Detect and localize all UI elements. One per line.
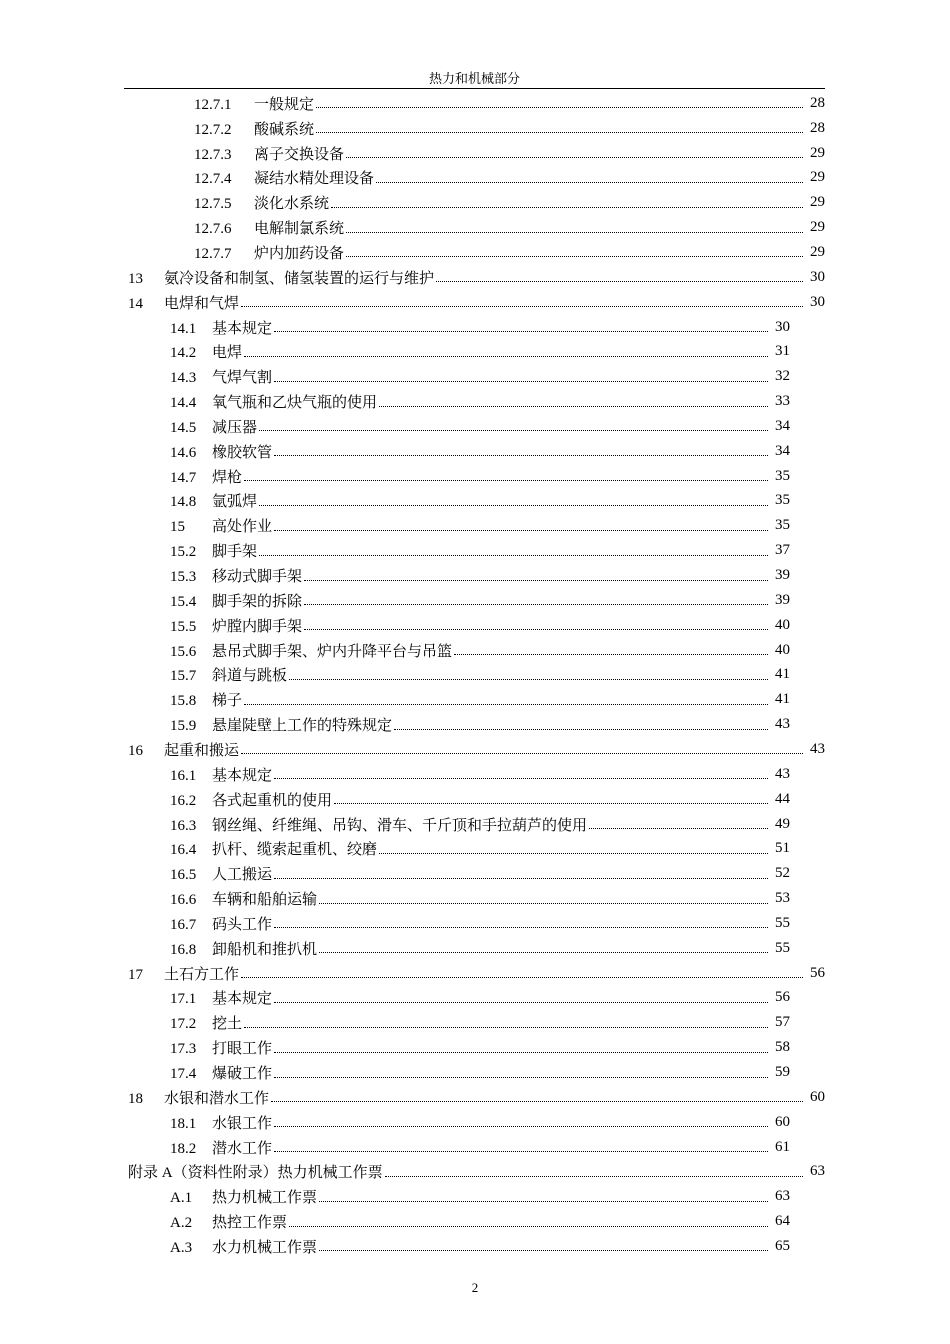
toc-entry-page: 57 (775, 1014, 790, 1031)
toc-entry-label (170, 814, 588, 835)
toc-entry-page: 43 (775, 716, 790, 733)
toc-dot-leader (274, 331, 768, 332)
toc-entry[interactable] (170, 837, 790, 862)
toc-dot-leader (334, 803, 768, 804)
toc-entry-label (170, 590, 303, 611)
toc-entry[interactable] (194, 91, 825, 116)
toc-entry-title: 氧气瓶和乙炔气瓶的使用 (212, 395, 378, 412)
toc-entry-page: 49 (775, 815, 790, 832)
toc-entry[interactable] (170, 538, 790, 563)
toc-entry[interactable] (128, 1085, 825, 1110)
toc-entry[interactable] (170, 389, 790, 414)
toc-entry-number: 15.9 (170, 718, 197, 735)
toc-entry[interactable] (170, 1209, 790, 1234)
toc-entry-label (170, 366, 273, 387)
toc-entry-label (170, 1112, 273, 1133)
toc-entry-number: 15.6 (170, 643, 197, 660)
toc-entry-label (170, 540, 258, 561)
toc-entry[interactable] (170, 464, 790, 489)
toc-entry-page: 29 (810, 219, 825, 236)
toc-dot-leader (274, 927, 768, 928)
toc-entry-title: 氨冷设备和制氢、储氢装置的运行与维护 (164, 270, 435, 287)
toc-entry-label (194, 192, 330, 213)
toc-entry-title: 气焊气割 (212, 370, 273, 387)
toc-entry-page: 56 (810, 964, 825, 981)
toc-entry-number: 14.6 (170, 444, 197, 461)
toc-entry-title: 潜水工作 (212, 1140, 273, 1157)
toc-entry-title: 水力机械工作票 (212, 1239, 318, 1256)
toc-entry-page: 63 (775, 1188, 790, 1205)
toc-entry-number: 17.2 (170, 1016, 197, 1033)
toc-entry-title: 基本规定 (212, 320, 273, 337)
toc-dot-leader (376, 182, 803, 183)
toc-entry[interactable] (170, 712, 790, 737)
toc-dot-leader (394, 729, 768, 730)
toc-entry-number: 附录 A (128, 1165, 173, 1182)
toc-entry-number: 16.2 (170, 792, 197, 809)
toc-entry-title: 卸船机和推扒机 (212, 941, 318, 958)
toc-dot-leader (274, 878, 768, 879)
toc-entry-page: 51 (775, 840, 790, 857)
toc-entry-number: 16.7 (170, 916, 197, 933)
toc-entry-number: 12.7.3 (194, 146, 232, 163)
toc-dot-leader (379, 406, 768, 407)
toc-entry-title: 打眼工作 (212, 1041, 273, 1058)
toc-entry[interactable] (170, 414, 790, 439)
toc-entry-label (170, 913, 273, 934)
toc-entry-title: 土石方工作 (164, 966, 240, 983)
toc-dot-leader (304, 629, 768, 630)
toc-entry-number: A.1 (170, 1190, 193, 1207)
toc-entry-page: 40 (775, 641, 790, 658)
toc-dot-leader (346, 157, 803, 158)
toc-entry-label (170, 565, 303, 586)
toc-dot-leader (241, 753, 803, 754)
toc-entry-title: 脚手架的拆除 (212, 593, 303, 610)
toc-entry-number: 15.8 (170, 693, 197, 710)
toc-entry-label (128, 292, 240, 313)
toc-entry-label (170, 664, 288, 685)
toc-entry[interactable] (170, 1184, 790, 1209)
toc-entry[interactable] (194, 141, 825, 166)
toc-dot-leader (346, 232, 803, 233)
toc-entry-page: 30 (810, 293, 825, 310)
toc-entry-title: 码头工作 (212, 916, 273, 933)
toc-entry-page: 53 (775, 890, 790, 907)
toc-entry-number: 15.5 (170, 618, 197, 635)
toc-entry[interactable] (170, 762, 790, 787)
toc-entry-label (128, 963, 240, 984)
toc-entry-title: 水银工作 (212, 1115, 273, 1132)
toc-entry-page: 41 (775, 666, 790, 683)
toc-entry-number: 18 (128, 1090, 143, 1107)
toc-entry-number: 12.7.4 (194, 171, 232, 188)
toc-entry[interactable] (170, 1234, 790, 1259)
toc-entry-title: 电焊和气焊 (164, 295, 240, 312)
toc-entry[interactable] (170, 315, 790, 340)
toc-entry-page: 63 (810, 1163, 825, 1180)
toc-entry-page: 31 (775, 343, 790, 360)
toc-entry-title: 移动式脚手架 (212, 569, 303, 586)
toc-entry-number: 15.2 (170, 544, 197, 561)
toc-entry-page: 55 (775, 939, 790, 956)
toc-entry-page: 60 (775, 1113, 790, 1130)
toc-entry-number: 15.4 (170, 593, 197, 610)
toc-entry-title: 炉内加药设备 (254, 245, 345, 262)
toc-dot-leader (274, 530, 768, 531)
toc-entry-label (170, 317, 273, 338)
toc-entry[interactable] (170, 886, 790, 911)
toc-entry[interactable] (170, 1060, 790, 1085)
toc-entry-title: 高处作业 (212, 519, 273, 536)
toc-entry-label (170, 689, 243, 710)
toc-entry[interactable] (170, 489, 790, 514)
toc-entry-page: 32 (775, 368, 790, 385)
toc-entry-number: 18.1 (170, 1115, 197, 1132)
toc-entry-label (170, 1211, 288, 1232)
toc-dot-leader (271, 1101, 803, 1102)
toc-entry-page: 61 (775, 1138, 790, 1155)
toc-entry[interactable] (170, 613, 790, 638)
toc-entry-title: 起重和搬运 (164, 742, 240, 759)
toc-entry-page: 43 (810, 740, 825, 757)
toc-dot-leader (316, 132, 803, 133)
page-number: 2 (471, 1280, 479, 1295)
toc-entry[interactable] (170, 687, 790, 712)
toc-entry-page: 35 (775, 467, 790, 484)
toc-entry-label (128, 739, 240, 760)
toc-entry-title: 基本规定 (212, 767, 273, 784)
toc-entry[interactable] (170, 986, 790, 1011)
toc-entry-label (170, 441, 273, 462)
toc-entry-page: 28 (810, 94, 825, 111)
toc-dot-leader (259, 430, 768, 431)
toc-entry-label (194, 217, 345, 238)
toc-entry-title: 凝结水精处理设备 (254, 171, 375, 188)
toc-entry-page: 43 (775, 765, 790, 782)
toc-entry-title: 一般规定 (254, 96, 315, 113)
toc-entry-label (170, 1012, 243, 1033)
toc-entry-page: 52 (775, 865, 790, 882)
toc-entry-label (170, 640, 453, 661)
toc-entry[interactable] (170, 1035, 790, 1060)
toc-entry-page: 40 (775, 616, 790, 633)
toc-entry-title: 钢丝绳、纤维绳、吊钩、滑车、千斤顶和手拉葫芦的使用 (212, 817, 588, 834)
toc-entry[interactable] (194, 190, 825, 215)
toc-dot-leader (274, 1151, 768, 1152)
toc-entry[interactable] (194, 166, 825, 191)
toc-entry-number: 16.6 (170, 892, 197, 909)
toc-entry-page: 35 (775, 492, 790, 509)
toc-entry-label (170, 764, 273, 785)
toc-entry[interactable] (170, 1010, 790, 1035)
toc-entry-label (170, 515, 273, 536)
toc-entry-label (128, 1161, 384, 1182)
toc-dot-leader (274, 381, 768, 382)
toc-dot-leader (304, 580, 768, 581)
toc-entry-page: 55 (775, 914, 790, 931)
toc-entry-number: 14.4 (170, 395, 197, 412)
toc-dot-leader (289, 679, 768, 680)
toc-entry[interactable] (170, 439, 790, 464)
toc-entry-title: 电焊 (212, 345, 243, 362)
toc-entry-number: 14 (128, 295, 143, 312)
toc-entry-label (170, 466, 243, 487)
toc-dot-leader (259, 555, 768, 556)
toc-dot-leader (319, 1250, 768, 1251)
toc-entry-label (194, 143, 345, 164)
toc-entry-number: 18.2 (170, 1140, 197, 1157)
toc-entry-title: （资料性附录）热力机械工作票 (172, 1165, 383, 1182)
toc-dot-leader (274, 1002, 768, 1003)
toc-entry-title: 脚手架 (212, 544, 258, 561)
toc-entry-title: 挖土 (212, 1016, 243, 1033)
toc-dot-leader (319, 903, 768, 904)
toc-entry[interactable] (170, 588, 790, 613)
toc-entry-number: 16.1 (170, 767, 197, 784)
toc-entry-number: 15.3 (170, 569, 197, 586)
toc-entry-page: 37 (775, 542, 790, 559)
toc-dot-leader (436, 281, 803, 282)
toc-entry-number: 17.1 (170, 991, 197, 1008)
toc-entry[interactable] (194, 116, 825, 141)
toc-entry-title: 爆破工作 (212, 1066, 273, 1083)
toc-dot-leader (244, 480, 768, 481)
toc-entry-number: A.2 (170, 1215, 193, 1232)
toc-entry-page: 28 (810, 119, 825, 136)
toc-entry-number: 15 (170, 519, 185, 536)
toc-entry-page: 34 (775, 442, 790, 459)
toc-entry-title: 热控工作票 (212, 1215, 288, 1232)
toc-entry-page: 44 (775, 790, 790, 807)
toc-entry-number: 14.3 (170, 370, 197, 387)
toc-entry-page: 58 (775, 1039, 790, 1056)
toc-entry-number: 12.7.5 (194, 196, 232, 213)
toc-entry-page: 29 (810, 194, 825, 211)
toc-entry-label (194, 167, 375, 188)
toc-entry-label (194, 93, 315, 114)
toc-entry-title: 水银和潜水工作 (164, 1090, 270, 1107)
toc-entry[interactable] (170, 1135, 790, 1160)
toc-entry-label (170, 416, 258, 437)
toc-entry-number: 16.3 (170, 817, 197, 834)
toc-entry[interactable] (128, 961, 825, 986)
toc-entry-page: 29 (810, 169, 825, 186)
toc-entry-number: 14.8 (170, 494, 197, 511)
toc-entry[interactable] (170, 861, 790, 886)
toc-dot-leader (319, 1201, 768, 1202)
toc-entry-number: 14.7 (170, 469, 197, 486)
toc-entry-title: 酸碱系统 (254, 121, 315, 138)
toc-entry-title: 离子交换设备 (254, 146, 345, 163)
toc-entry[interactable] (128, 290, 825, 315)
toc-entry[interactable] (194, 240, 825, 265)
toc-entry-label (170, 615, 303, 636)
toc-entry-label (170, 341, 243, 362)
toc-entry-number: 16.8 (170, 941, 197, 958)
toc-entry[interactable] (170, 638, 790, 663)
toc-entry-number: 16.5 (170, 867, 197, 884)
toc-dot-leader (589, 828, 768, 829)
toc-entry[interactable] (170, 563, 790, 588)
toc-entry-label (170, 1186, 318, 1207)
toc-entry-title: 炉膛内脚手架 (212, 618, 303, 635)
toc-entry-title: 焊枪 (212, 469, 243, 486)
toc-entry[interactable] (170, 812, 790, 837)
toc-entry[interactable] (194, 215, 825, 240)
toc-entry-label (170, 789, 333, 810)
toc-entry-label (170, 1137, 273, 1158)
toc-dot-leader (274, 778, 768, 779)
toc-entry[interactable] (170, 364, 790, 389)
toc-entry-number: 17.4 (170, 1066, 197, 1083)
toc-entry-number: 17 (128, 966, 143, 983)
toc-entry[interactable] (170, 513, 790, 538)
toc-dot-leader (259, 505, 768, 506)
toc-entry-number: 14.5 (170, 419, 197, 436)
toc-entry[interactable] (128, 265, 825, 290)
toc-dot-leader (385, 1176, 803, 1177)
toc-entry-number: 16 (128, 742, 143, 759)
toc-entry-label (170, 888, 318, 909)
toc-entry-page: 65 (775, 1237, 790, 1254)
toc-entry-page: 29 (810, 144, 825, 161)
toc-dot-leader (274, 455, 768, 456)
toc-entry-title: 橡胶软管 (212, 444, 273, 461)
toc-entry-number: 15.7 (170, 668, 197, 685)
toc-entry[interactable] (170, 787, 790, 812)
toc-dot-leader (244, 1027, 768, 1028)
toc-entry-number: 13 (128, 270, 143, 287)
toc-entry-label (128, 1087, 270, 1108)
toc-entry-title: 人工搬运 (212, 867, 273, 884)
toc-entry-label (170, 1236, 318, 1257)
toc-dot-leader (274, 1077, 768, 1078)
toc-dot-leader (274, 1052, 768, 1053)
toc-entry-label (170, 863, 273, 884)
toc-entry[interactable] (128, 737, 825, 762)
toc-dot-leader (244, 356, 768, 357)
toc-dot-leader (274, 1126, 768, 1127)
toc-dot-leader (241, 306, 803, 307)
toc-entry[interactable] (170, 911, 790, 936)
toc-entry[interactable] (170, 1110, 790, 1135)
toc-entry-title: 热力机械工作票 (212, 1190, 318, 1207)
toc-entry-page: 35 (775, 517, 790, 534)
toc-entry-number: 12.7.1 (194, 96, 232, 113)
toc-entry-number: 12.7.7 (194, 245, 232, 262)
toc-entry-number: 12.7.6 (194, 221, 232, 238)
toc-entry-page: 29 (810, 243, 825, 260)
toc-entry-page: 59 (775, 1064, 790, 1081)
toc-dot-leader (244, 704, 768, 705)
toc-entry-page: 39 (775, 567, 790, 584)
toc-dot-leader (346, 256, 803, 257)
toc-entry-label (170, 1062, 273, 1083)
toc-entry-title: 悬崖陡壁上工作的特殊规定 (212, 718, 393, 735)
toc-entry-label (170, 714, 393, 735)
toc-entry-page: 41 (775, 691, 790, 708)
toc-entry[interactable] (128, 1160, 825, 1185)
toc-dot-leader (379, 853, 768, 854)
toc-entry[interactable] (170, 663, 790, 688)
toc-entry-page: 30 (810, 268, 825, 285)
toc-entry-number: A.3 (170, 1239, 193, 1256)
toc-entry-label (170, 838, 378, 859)
toc-entry-label (194, 242, 345, 263)
toc-entry-page: 64 (775, 1213, 790, 1230)
toc-dot-leader (331, 207, 803, 208)
toc-entry-label (170, 1037, 273, 1058)
toc-entry-title: 淡化水系统 (254, 196, 330, 213)
toc-entry-label (170, 938, 318, 959)
toc-entry-title: 基本规定 (212, 991, 273, 1008)
header-rule (124, 88, 825, 89)
toc-entry-label (170, 490, 258, 511)
toc-entry-title: 悬吊式脚手架、炉内升降平台与吊篮 (212, 643, 453, 660)
toc-entry-page: 34 (775, 417, 790, 434)
toc-entry-page: 30 (775, 318, 790, 335)
running-header: 热力和机械部分 (428, 71, 520, 86)
toc-entry-title: 各式起重机的使用 (212, 792, 333, 809)
toc-dot-leader (289, 1226, 768, 1227)
toc-dot-leader (316, 107, 803, 108)
toc-entry-title: 扒杆、缆索起重机、绞磨 (212, 842, 378, 859)
toc-entry[interactable] (170, 340, 790, 365)
toc-entry-number: 14.1 (170, 320, 197, 337)
toc-entry-title: 减压器 (212, 419, 258, 436)
toc-entry-label (170, 987, 273, 1008)
toc-dot-leader (304, 604, 768, 605)
toc-entry-label (170, 391, 378, 412)
toc-dot-leader (319, 952, 768, 953)
toc-entry-number: 12.7.2 (194, 121, 232, 138)
toc-entry-title: 电解制氯系统 (254, 221, 345, 238)
toc-entry-page: 60 (810, 1088, 825, 1105)
toc-entry-label (194, 118, 315, 139)
toc-entry-page: 56 (775, 989, 790, 1006)
toc-entry-number: 14.2 (170, 345, 197, 362)
toc-entry-title: 斜道与跳板 (212, 668, 288, 685)
toc-entry-number: 16.4 (170, 842, 197, 859)
toc-entry-number: 17.3 (170, 1041, 197, 1058)
toc-entry-label (128, 267, 435, 288)
toc-dot-leader (241, 977, 803, 978)
toc-entry-title: 车辆和船舶运输 (212, 892, 318, 909)
toc-entry[interactable] (170, 936, 790, 961)
toc-dot-leader (454, 654, 768, 655)
toc-entry-page: 33 (775, 393, 790, 410)
toc-entry-title: 梯子 (212, 693, 243, 710)
toc-entry-title: 氩弧焊 (212, 494, 258, 511)
toc-entry-page: 39 (775, 591, 790, 608)
